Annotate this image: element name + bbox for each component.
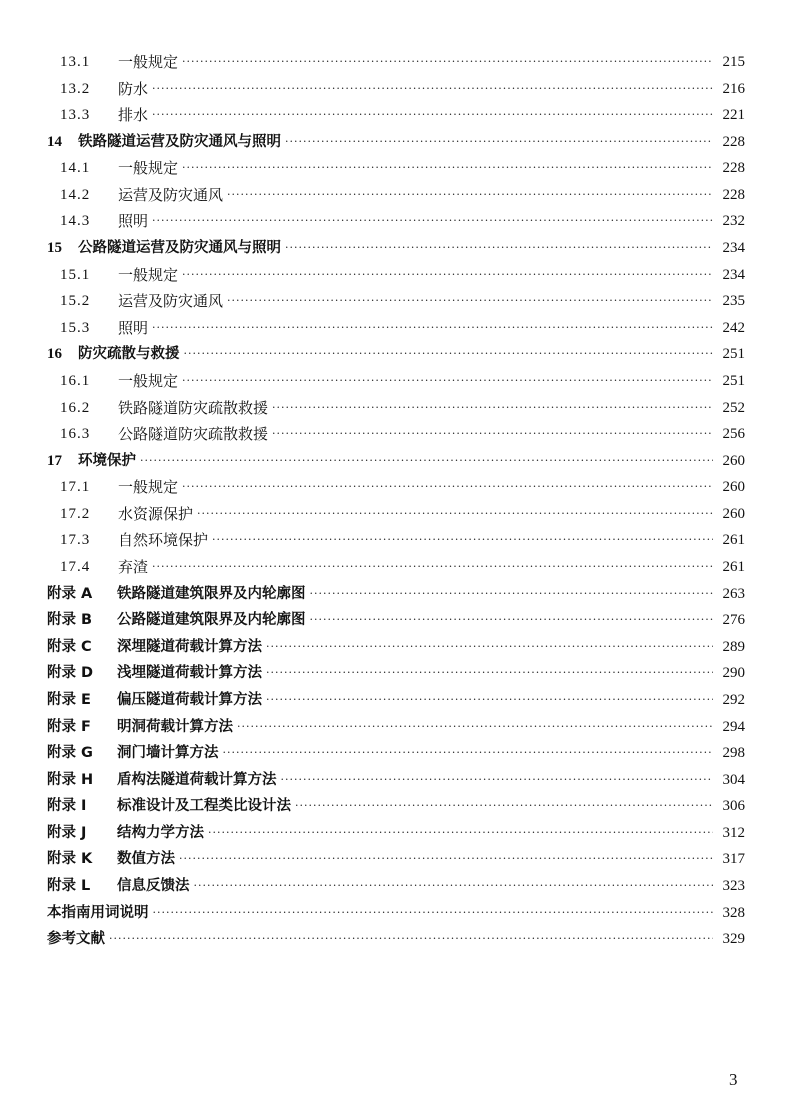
leader-dots (285, 237, 713, 259)
entry-number: 附录 C (47, 638, 92, 655)
entry-number: 附录 J (47, 824, 87, 841)
entry-number: 15.2 (60, 293, 91, 310)
entry-number: 附录 D (47, 665, 94, 682)
entry-number: 15.3 (60, 319, 91, 336)
entry-page: 261 (722, 532, 745, 549)
toc-entry[interactable] (47, 503, 745, 525)
entry-title: 数值方法 (117, 851, 175, 868)
leader-dots (179, 848, 713, 870)
toc-entry[interactable] (47, 822, 745, 844)
entry-title: 盾构法隧道荷载计算方法 (117, 771, 277, 788)
entry-title: 一般规定 (118, 53, 179, 71)
leader-dots (184, 343, 714, 365)
entry-title: 一般规定 (118, 265, 179, 284)
leader-dots (182, 157, 713, 179)
leader-dots (212, 529, 713, 551)
toc-entry[interactable] (47, 51, 745, 73)
entry-number: 附录 A (47, 585, 93, 602)
leader-dots (227, 184, 713, 206)
entry-page: 216 (722, 80, 745, 97)
leader-dots (272, 397, 713, 419)
leader-dots (223, 742, 714, 764)
entry-number: 附录 E (47, 691, 91, 708)
leader-dots (310, 583, 714, 605)
entry-page: 304 (722, 771, 745, 788)
entry-title: 运营及防灾通风 (118, 292, 224, 311)
entry-page: 228 (722, 133, 745, 150)
toc-entry[interactable] (47, 848, 745, 870)
toc-entry[interactable] (47, 636, 745, 658)
leader-dots (266, 662, 713, 684)
toc-entry[interactable] (47, 290, 745, 312)
entry-page: 232 (722, 213, 745, 230)
entry-number: 附录 L (47, 877, 91, 894)
entry-title: 深埋隧道荷载计算方法 (117, 638, 262, 655)
entry-title: 公路隧道建筑限界及内轮廓图 (117, 612, 306, 629)
entry-title: 信息反馈法 (117, 877, 190, 894)
toc-entry[interactable] (47, 343, 745, 365)
leader-dots (285, 131, 713, 153)
toc-entry[interactable] (47, 742, 745, 764)
entry-title: 参考文献 (47, 931, 105, 948)
entry-number: 附录 H (47, 771, 94, 788)
leader-dots (152, 104, 713, 126)
entry-number: 附录 F (47, 718, 91, 735)
entry-page: 252 (722, 399, 745, 416)
entry-title: 照明 (118, 212, 149, 231)
toc-entry[interactable] (47, 157, 745, 179)
entry-page: 328 (722, 904, 745, 921)
leader-dots (152, 317, 713, 339)
entry-page: 260 (722, 479, 745, 496)
entry-page: 289 (722, 638, 745, 655)
entry-number: 16.2 (60, 399, 91, 416)
leader-dots (182, 264, 713, 286)
toc-entry[interactable] (47, 237, 745, 259)
entry-page: 261 (722, 559, 745, 576)
entry-number: 16.3 (60, 426, 91, 443)
entry-number: 15 (47, 240, 62, 257)
entry-title: 水资源保护 (118, 504, 194, 523)
entry-title: 弃渣 (118, 558, 149, 577)
entry-page: 215 (722, 54, 745, 70)
leader-dots (182, 51, 713, 73)
toc-entry[interactable] (47, 476, 745, 498)
entry-page: 298 (722, 745, 745, 762)
leader-dots (140, 450, 713, 472)
leader-dots (310, 609, 714, 631)
entry-title: 一般规定 (118, 159, 179, 178)
entry-page: 228 (722, 186, 745, 203)
leader-dots (182, 370, 713, 392)
entry-page: 260 (722, 452, 745, 469)
toc-entry[interactable] (47, 556, 745, 578)
entry-page: 329 (722, 931, 745, 948)
entry-title: 铁路隧道建筑限界及内轮廓图 (117, 585, 306, 602)
entry-page: 306 (722, 798, 745, 815)
leader-dots (266, 689, 713, 711)
entry-number: 15.1 (60, 266, 91, 283)
entry-page: 317 (722, 851, 745, 868)
entry-number: 附录 I (47, 798, 87, 815)
entry-number: 17.2 (60, 505, 91, 522)
toc-entry[interactable] (47, 78, 745, 100)
toc-entry[interactable] (47, 529, 745, 551)
entry-number: 附录 K (47, 851, 93, 868)
page-number: 3 (729, 1070, 738, 1089)
entry-title: 一般规定 (118, 478, 179, 497)
toc-entry[interactable] (47, 397, 745, 419)
toc-entry[interactable] (47, 875, 745, 897)
toc-entry[interactable] (47, 131, 745, 153)
leader-dots (237, 716, 713, 738)
toc-entry[interactable] (47, 264, 745, 286)
leader-dots (281, 769, 714, 791)
entry-page: 242 (722, 319, 745, 336)
toc-entry[interactable] (47, 317, 745, 339)
toc-entry[interactable] (47, 423, 745, 445)
leader-dots (272, 423, 713, 445)
toc-entry[interactable] (47, 716, 745, 738)
entry-number: 附录 B (47, 612, 93, 629)
toc-entry[interactable] (47, 370, 745, 392)
entry-number: 13.2 (60, 80, 91, 97)
entry-page: 256 (722, 426, 745, 443)
toc-entry[interactable] (47, 928, 745, 950)
toc-entry[interactable] (47, 104, 745, 126)
entry-number: 16 (47, 346, 62, 363)
entry-title: 一般规定 (118, 371, 179, 390)
toc-entry[interactable] (47, 662, 745, 684)
entry-title: 铁路隧道运营及防灾通风与照明 (78, 133, 281, 150)
entry-title: 标准设计及工程类比设计法 (117, 798, 291, 815)
entry-page: 251 (722, 346, 745, 363)
entry-number: 附录 G (47, 745, 93, 762)
leader-dots (208, 822, 713, 844)
entry-page: 260 (722, 505, 745, 522)
entry-title: 照明 (118, 318, 149, 337)
entry-page: 234 (722, 266, 745, 283)
entry-page: 312 (722, 824, 745, 841)
entry-number: 14.3 (60, 213, 91, 230)
leader-dots (266, 636, 713, 658)
entry-page: 235 (722, 293, 745, 310)
toc-entry[interactable] (47, 689, 745, 711)
entry-number: 14.1 (60, 160, 91, 177)
leader-dots (152, 556, 713, 578)
leader-dots (227, 290, 713, 312)
entry-page: 263 (722, 585, 745, 602)
entry-page: 292 (722, 691, 745, 708)
toc-entry[interactable] (47, 902, 745, 924)
entry-title: 洞门墙计算方法 (117, 745, 219, 762)
entry-title: 明洞荷载计算方法 (117, 718, 233, 735)
entry-title: 防水 (118, 79, 149, 98)
entry-title: 环境保护 (78, 452, 136, 469)
entry-number: 14.2 (60, 186, 91, 203)
entry-number: 17.1 (60, 479, 91, 496)
toc-entry[interactable] (47, 450, 745, 472)
entry-number: 13.3 (60, 107, 91, 124)
entry-page: 323 (722, 877, 745, 894)
toc-entry[interactable] (47, 769, 745, 791)
entry-title: 浅埋隧道荷载计算方法 (117, 665, 262, 682)
toc-entry[interactable] (47, 583, 745, 605)
entry-page: 228 (722, 160, 745, 177)
leader-dots (152, 210, 713, 232)
leader-dots (152, 78, 713, 100)
entry-title: 本指南用词说明 (47, 904, 149, 921)
entry-title: 公路隧道防灾疏散救援 (118, 425, 269, 444)
leader-dots (153, 902, 714, 924)
entry-page: 234 (722, 240, 745, 257)
entry-title: 偏压隧道荷载计算方法 (117, 691, 262, 708)
leader-dots (194, 875, 714, 897)
entry-page: 251 (722, 372, 745, 389)
entry-page: 221 (722, 107, 745, 124)
toc-entry[interactable] (47, 609, 745, 631)
entry-title: 运营及防灾通风 (118, 185, 224, 204)
toc-entry[interactable] (47, 184, 745, 206)
entry-page: 276 (722, 612, 745, 629)
leader-dots (197, 503, 713, 525)
toc-entry[interactable] (47, 210, 745, 232)
entry-number: 14 (47, 133, 62, 150)
entry-title: 公路隧道运营及防灾通风与照明 (78, 240, 281, 257)
entry-number: 17.4 (60, 559, 91, 576)
leader-dots (182, 476, 713, 498)
entry-title: 防灾疏散与救援 (78, 346, 180, 363)
toc-entry[interactable] (47, 795, 745, 817)
entry-page: 290 (722, 665, 745, 682)
entry-title: 自然环境保护 (118, 531, 209, 550)
entry-number: 16.1 (60, 372, 91, 389)
leader-dots (295, 795, 713, 817)
leader-dots (109, 928, 713, 950)
entry-title: 结构力学方法 (117, 824, 204, 841)
entry-title: 排水 (118, 106, 149, 125)
entry-number: 17.3 (60, 532, 91, 549)
entry-page: 294 (722, 718, 745, 735)
entry-number: 13.1 (60, 54, 91, 70)
entry-number: 17 (47, 452, 62, 469)
entry-title: 铁路隧道防灾疏散救援 (118, 398, 269, 417)
